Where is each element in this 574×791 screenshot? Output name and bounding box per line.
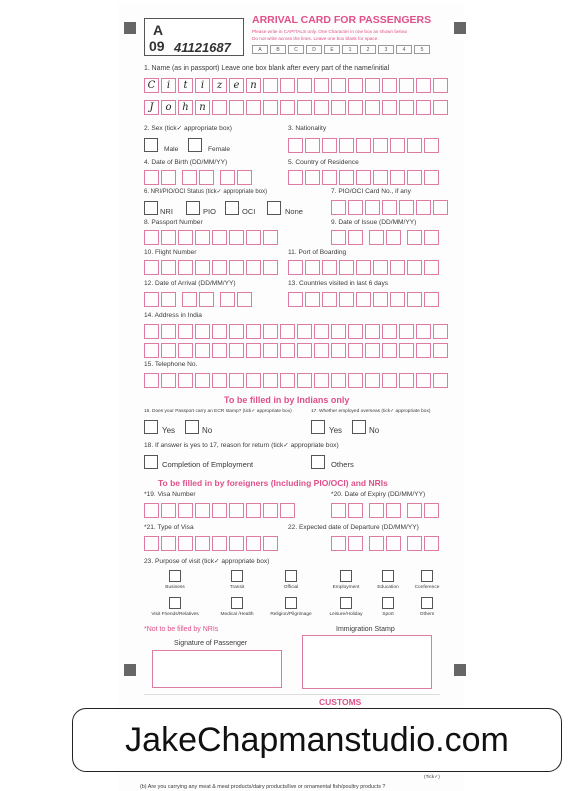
purpose-label-employment: Employment xyxy=(332,585,360,590)
address-line-1[interactable] xyxy=(144,324,450,339)
card-no-label: 7. PIO/OCI Card No., if any xyxy=(331,188,411,195)
address-cell xyxy=(297,324,312,339)
phone-cell xyxy=(399,373,414,388)
dob-input[interactable] xyxy=(144,170,258,185)
customs-heading: CUSTOMS xyxy=(319,697,362,707)
others-checkbox[interactable] xyxy=(311,455,325,469)
footer-question: (b) Are you carrying any meat & meat products/dairy products/live or ornamental fish/poultry products ? xyxy=(140,784,386,790)
dob-label: 4. Date of Birth (DD/MM/YY) xyxy=(144,159,228,166)
residence-input[interactable] xyxy=(288,170,441,185)
purpose-checkbox-visit-friends[interactable] xyxy=(169,597,181,609)
q17-no-label: No xyxy=(369,426,380,435)
sample-char: C xyxy=(288,45,304,54)
customs-divider xyxy=(144,694,440,695)
address-cell xyxy=(297,343,312,358)
name-cell xyxy=(297,78,312,93)
address-cell xyxy=(212,324,227,339)
address-cell xyxy=(195,324,210,339)
name-cell: J xyxy=(144,100,159,115)
phone-cell xyxy=(433,373,448,388)
indians-heading: To be filled in by Indians only xyxy=(224,395,350,405)
immigration-stamp-box xyxy=(302,635,432,689)
status-none-checkbox[interactable] xyxy=(267,201,281,215)
name-cell: i xyxy=(195,78,210,93)
name-cell: o xyxy=(161,100,176,115)
watermark-banner xyxy=(72,708,562,772)
q17-no-checkbox[interactable] xyxy=(352,420,366,434)
completion-checkbox[interactable] xyxy=(144,455,158,469)
address-cell xyxy=(280,324,295,339)
name-cell: t xyxy=(178,78,193,93)
address-cell xyxy=(144,343,159,358)
name-cell xyxy=(348,78,363,93)
footer-tick-note: (Tick✓) xyxy=(424,775,440,780)
address-cell xyxy=(331,324,346,339)
purpose-label-leisure: Leisure/Holiday xyxy=(329,612,363,617)
q16-label: 16. Does your Passport carry an ECR stamp? (tick✓ appropriate box) xyxy=(144,409,292,414)
address-cell xyxy=(280,343,295,358)
name-cell xyxy=(399,100,414,115)
name-cell xyxy=(314,78,329,93)
q16-yes-label: Yes xyxy=(162,426,176,435)
purpose-checkbox-conference[interactable] xyxy=(421,570,433,582)
countries-input[interactable] xyxy=(288,292,441,307)
address-cell xyxy=(314,324,329,339)
address-line-2[interactable] xyxy=(144,343,450,358)
status-nri-checkbox[interactable] xyxy=(144,201,158,215)
name-cell: n xyxy=(195,100,210,115)
name-cell xyxy=(280,78,295,93)
phone-cell xyxy=(331,373,346,388)
signature-label: Signature of Passenger xyxy=(174,640,248,647)
name-cell: z xyxy=(212,78,227,93)
purpose-label-religion: Religion/Pilgrimage xyxy=(270,612,312,617)
phone-cell xyxy=(161,373,176,388)
address-cell xyxy=(246,343,261,358)
q17-label: 17. Whether employed overseas (tick✓ appropriate box) xyxy=(311,409,431,414)
phone-cell xyxy=(144,373,159,388)
sample-char: B xyxy=(270,45,286,54)
status-label: 6. NRI/PIO/OCI Status (tick✓ appropriate box) xyxy=(144,189,268,195)
visa-type-input[interactable] xyxy=(144,536,280,551)
name-cell xyxy=(212,100,227,115)
address-cell xyxy=(314,343,329,358)
purpose-label-visit-friends: Visit Friends/Relatives xyxy=(151,612,199,617)
card-title: ARRIVAL CARD FOR PASSENGERS xyxy=(252,14,432,26)
instructions-2: Do not write across the lines. Leave one box blank for space. xyxy=(252,36,379,41)
sample-char: 2 xyxy=(360,45,376,54)
address-cell xyxy=(263,324,278,339)
sample-char: 4 xyxy=(396,45,412,54)
name-cell xyxy=(365,100,380,115)
name-cell xyxy=(280,100,295,115)
purpose-checkbox-employment[interactable] xyxy=(340,570,352,582)
card-letter: A xyxy=(153,22,164,38)
signature-box[interactable] xyxy=(152,650,282,688)
sample-char: D xyxy=(306,45,322,54)
name-cell xyxy=(348,100,363,115)
phone-cell xyxy=(246,373,261,388)
visa-type-label: *21. Type of Visa xyxy=(144,524,194,531)
address-cell xyxy=(161,343,176,358)
boarding-input[interactable] xyxy=(288,260,441,275)
expiry-label: *20. Date of Expiry (DD/MM/YY) xyxy=(331,491,426,498)
sample-char: A xyxy=(252,45,268,54)
purpose-label-sport: Sport xyxy=(382,612,394,617)
q17-yes-checkbox[interactable] xyxy=(311,420,325,434)
phone-cell xyxy=(382,373,397,388)
name-cell xyxy=(416,78,431,93)
address-cell xyxy=(416,324,431,339)
address-cell xyxy=(348,324,363,339)
passport-input[interactable] xyxy=(144,230,280,245)
name-cell: C xyxy=(144,78,159,93)
sample-char: 5 xyxy=(414,45,430,54)
name-label: 1. Name (as in passport) Leave one box blank after every part of the name/initial xyxy=(144,65,390,72)
phone-cell xyxy=(365,373,380,388)
phone-label: 15. Telephone No. xyxy=(144,361,198,368)
name-cell xyxy=(433,78,448,93)
residence-label: 5. Country of Residence xyxy=(288,159,359,166)
name-cell xyxy=(382,78,397,93)
visa-no-label: *19. Visa Number xyxy=(144,491,196,498)
name-cell: h xyxy=(178,100,193,115)
address-cell xyxy=(195,343,210,358)
status-none-label: None xyxy=(285,207,303,216)
purpose-label-business: Business xyxy=(165,585,185,590)
address-cell xyxy=(161,324,176,339)
nationality-input[interactable] xyxy=(288,138,441,153)
visa-no-input[interactable] xyxy=(144,503,297,518)
serial-number-box xyxy=(144,18,244,56)
name-cell xyxy=(399,78,414,93)
name-line-1[interactable] xyxy=(144,78,450,93)
purpose-label-medical: Medical /Health xyxy=(220,612,254,617)
address-cell xyxy=(433,324,448,339)
registration-marker-top-left xyxy=(124,22,136,34)
watermark-text: JakeChapmanstudio.com xyxy=(125,720,509,759)
name-cell xyxy=(297,100,312,115)
name-cell xyxy=(416,100,431,115)
address-cell xyxy=(365,343,380,358)
passport-label: 8. Passport Number xyxy=(144,219,203,226)
status-oci-checkbox[interactable] xyxy=(225,201,239,215)
address-cell xyxy=(263,343,278,358)
name-cell xyxy=(246,100,261,115)
phone-cell xyxy=(348,373,363,388)
address-cell xyxy=(416,343,431,358)
name-line-2[interactable] xyxy=(144,100,450,115)
arrival-input[interactable] xyxy=(144,292,258,307)
sex-male-label: Male xyxy=(164,146,179,153)
address-cell xyxy=(399,343,414,358)
phone-cell xyxy=(195,373,210,388)
purpose-label-conference: Conference xyxy=(414,585,440,590)
purpose-label-others: Others xyxy=(419,612,435,617)
name-cell xyxy=(263,100,278,115)
others-label: Others xyxy=(331,460,354,469)
status-pio-checkbox[interactable] xyxy=(186,201,200,215)
purpose-checkbox-religion[interactable] xyxy=(285,597,297,609)
departure-input[interactable] xyxy=(331,536,445,551)
sex-label: 2. Sex (tick✓ appropriate box) xyxy=(144,125,232,132)
address-cell xyxy=(144,324,159,339)
issue-input[interactable] xyxy=(331,230,445,245)
status-pio-label: PIO xyxy=(203,207,216,216)
address-cell xyxy=(178,324,193,339)
purpose-label-official: Official xyxy=(283,585,299,590)
sample-char: E xyxy=(324,45,340,54)
purpose-label-transit: Transit xyxy=(229,585,245,590)
card-prefix: 09 xyxy=(149,38,165,54)
q16-no-label: No xyxy=(202,426,213,435)
issue-label: 9. Date of Issue (DD/MM/YY) xyxy=(331,219,417,226)
address-cell xyxy=(178,343,193,358)
phone-cell xyxy=(178,373,193,388)
name-cell xyxy=(433,100,448,115)
registration-marker-top-right xyxy=(454,22,466,34)
purpose-checkbox-medical[interactable] xyxy=(231,597,243,609)
phone-cell xyxy=(212,373,227,388)
purpose-checkbox-transit[interactable] xyxy=(231,570,243,582)
registration-marker-bottom-left xyxy=(124,664,136,676)
phone-cell xyxy=(280,373,295,388)
phone-cell xyxy=(416,373,431,388)
address-cell xyxy=(212,343,227,358)
address-cell xyxy=(246,324,261,339)
flight-label: 10. Flight Number xyxy=(144,249,197,256)
q17-yes-label: Yes xyxy=(329,426,343,435)
name-cell xyxy=(331,78,346,93)
phone-cell xyxy=(314,373,329,388)
sex-female-checkbox[interactable] xyxy=(188,138,202,152)
name-cell xyxy=(314,100,329,115)
purpose-checkbox-sport[interactable] xyxy=(382,597,394,609)
sample-char: 1 xyxy=(342,45,358,54)
address-label: 14. Address in India xyxy=(144,312,202,319)
phone-cell xyxy=(297,373,312,388)
q16-no-checkbox[interactable] xyxy=(185,420,199,434)
foreigners-heading: To be filled in by foreigners (Including PIO/OCI) and NRIs xyxy=(158,478,388,488)
immigration-stamp-label: Immigration Stamp xyxy=(336,626,395,633)
completion-label: Completion of Employment xyxy=(162,460,254,469)
boarding-label: 11. Port of Boarding xyxy=(288,249,347,256)
instructions-1: Please write in CAPITALS only. One Character in one box as shown below. xyxy=(252,29,408,34)
address-cell xyxy=(382,343,397,358)
purpose-checkbox-business[interactable] xyxy=(169,570,181,582)
nationality-label: 3. Nationality xyxy=(288,125,327,132)
purpose-checkbox-education[interactable] xyxy=(382,570,394,582)
name-cell: n xyxy=(246,78,261,93)
phone-input[interactable] xyxy=(144,373,450,388)
phone-cell xyxy=(263,373,278,388)
name-cell xyxy=(382,100,397,115)
flight-input[interactable] xyxy=(144,260,280,275)
purpose-label-education: Education xyxy=(377,585,399,590)
purpose-checkbox-others[interactable] xyxy=(421,597,433,609)
address-cell xyxy=(229,324,244,339)
departure-label: 22. Expected date of Departure (DD/MM/YY) xyxy=(288,524,419,531)
countries-label: 13. Countries visited in last 6 days xyxy=(288,280,389,287)
address-cell xyxy=(365,324,380,339)
address-cell xyxy=(433,343,448,358)
purpose-label: 23. Purpose of visit (tick✓ appropriate box) xyxy=(144,558,270,565)
name-cell: i xyxy=(161,78,176,93)
name-cell xyxy=(263,78,278,93)
arrival-card xyxy=(118,4,464,791)
arrival-label: 12. Date of Arrival (DD/MM/YY) xyxy=(144,280,236,287)
address-cell xyxy=(348,343,363,358)
expiry-input[interactable] xyxy=(331,503,445,518)
status-nri-label: NRI xyxy=(160,207,173,216)
sex-male-checkbox[interactable] xyxy=(144,138,158,152)
nri-note: *Not to be filled by NRIs xyxy=(144,626,219,633)
phone-cell xyxy=(229,373,244,388)
purpose-checkbox-official[interactable] xyxy=(285,570,297,582)
q18-label: 18. If answer is yes to 17, reason for return (tick✓ appropriate box) xyxy=(144,442,339,449)
address-cell xyxy=(331,343,346,358)
registration-marker-bottom-right xyxy=(454,664,466,676)
purpose-checkbox-leisure[interactable] xyxy=(340,597,352,609)
name-cell xyxy=(365,78,380,93)
sample-char: 3 xyxy=(378,45,394,54)
address-cell xyxy=(399,324,414,339)
sex-female-label: Female xyxy=(208,146,230,153)
card-number: 41121687 xyxy=(174,40,231,55)
q16-yes-checkbox[interactable] xyxy=(144,420,158,434)
address-cell xyxy=(229,343,244,358)
name-cell xyxy=(229,100,244,115)
address-cell xyxy=(382,324,397,339)
name-cell: e xyxy=(229,78,244,93)
card-no-input[interactable] xyxy=(331,200,450,215)
status-oci-label: OCI xyxy=(242,207,256,216)
name-cell xyxy=(331,100,346,115)
